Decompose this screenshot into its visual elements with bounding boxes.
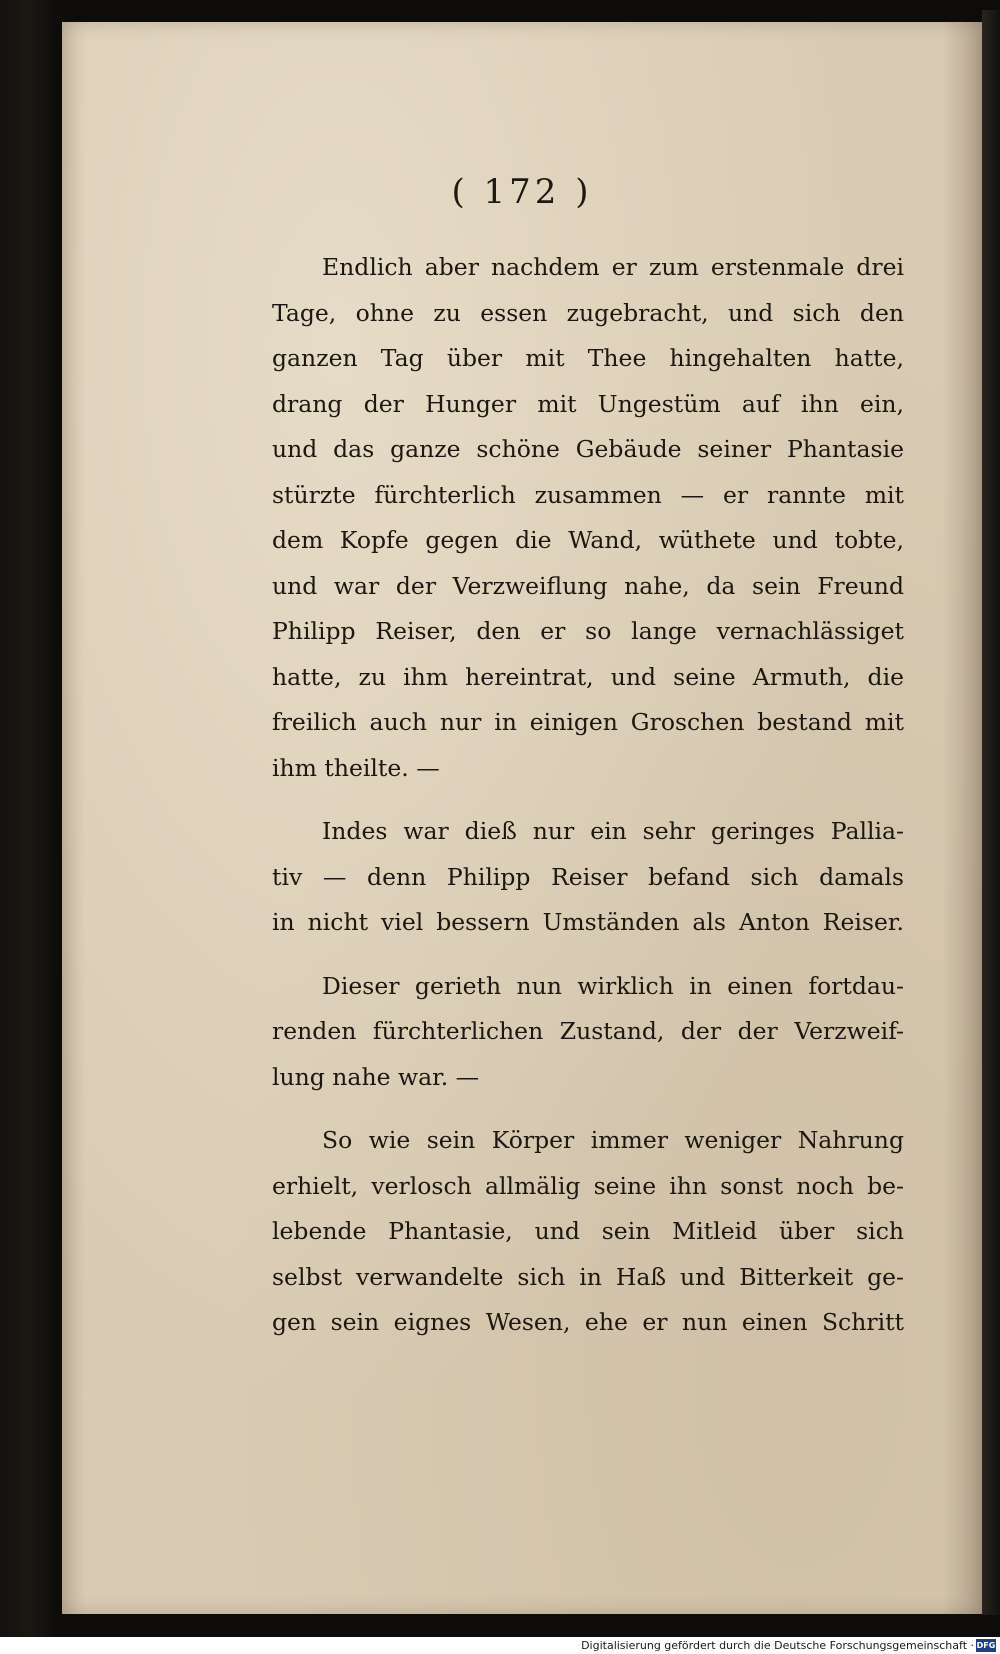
text-line: So wie sein Körper immer weniger Nahrung — [322, 1126, 904, 1154]
text-line: erhielt, verlosch allmälig seine ihn sonst noch be- — [272, 1171, 904, 1200]
text-line: Indes war dieß nur ein sehr geringes Pallia- — [322, 817, 904, 845]
text-line: lebende Phantasie, und sein Mitleid über sich — [272, 1217, 904, 1245]
text-line: gen sein eignes Wesen, ehe er nun einen Schritt — [272, 1308, 904, 1336]
text-line: Dieser gerieth nun wirklich in einen fortdau- — [322, 971, 904, 1000]
paragraph — [272, 1118, 904, 1346]
text-line: drang der Hunger mit Ungestüm auf ihn ein, — [272, 389, 904, 418]
digitization-credit: Digitalisierung gefördert durch die Deutsche Forschungsgemeinschaft · — [581, 1639, 974, 1652]
text-line: ihm theilte. — — [272, 753, 440, 782]
text-line: renden fürchterlichen Zustand, der der Verzweif- — [272, 1017, 904, 1045]
text-line: dem Kopfe gegen die Wand, wüthete und tobte, — [272, 526, 904, 554]
text-line: stürzte fürchterlich zusammen — er rannte mit — [272, 480, 904, 509]
text-line: Philipp Reiser, den er so lange vernachlässiget — [272, 617, 904, 645]
text-line: Endlich aber nachdem er zum erstenmale drei — [322, 253, 904, 281]
text-line: hatte, zu ihm hereintrat, und seine Armuth, die — [272, 662, 904, 691]
text-line: tiv — denn Philipp Reiser befand sich damals — [272, 862, 904, 891]
text-line: selbst verwandelte sich in Haß und Bitterkeit ge- — [272, 1262, 904, 1291]
dfg-logo-icon: DFG — [976, 1641, 996, 1650]
text-line: lung nahe war. — — [272, 1062, 480, 1091]
text-line: in nicht viel bessern Umständen als Anton Reiser. — [272, 908, 904, 936]
paragraph — [272, 245, 904, 791]
paragraph — [272, 809, 904, 946]
text-line: und war der Verzweiflung nahe, da sein Freund — [272, 571, 904, 600]
text-line: und das ganze schöne Gebäude seiner Phantasie — [272, 435, 904, 463]
book-edge — [982, 10, 1000, 1615]
paragraph — [272, 964, 904, 1101]
text-line: freilich auch nur in einigen Groschen bestand mit — [272, 708, 904, 736]
text-line: ganzen Tag über mit Thee hingehalten hatte, — [272, 344, 904, 372]
body-text — [272, 245, 904, 1364]
text-line: Tage, ohne zu essen zugebracht, und sich den — [272, 298, 904, 327]
book-page — [62, 22, 982, 1614]
page-number: ( 172 ) — [451, 172, 593, 212]
